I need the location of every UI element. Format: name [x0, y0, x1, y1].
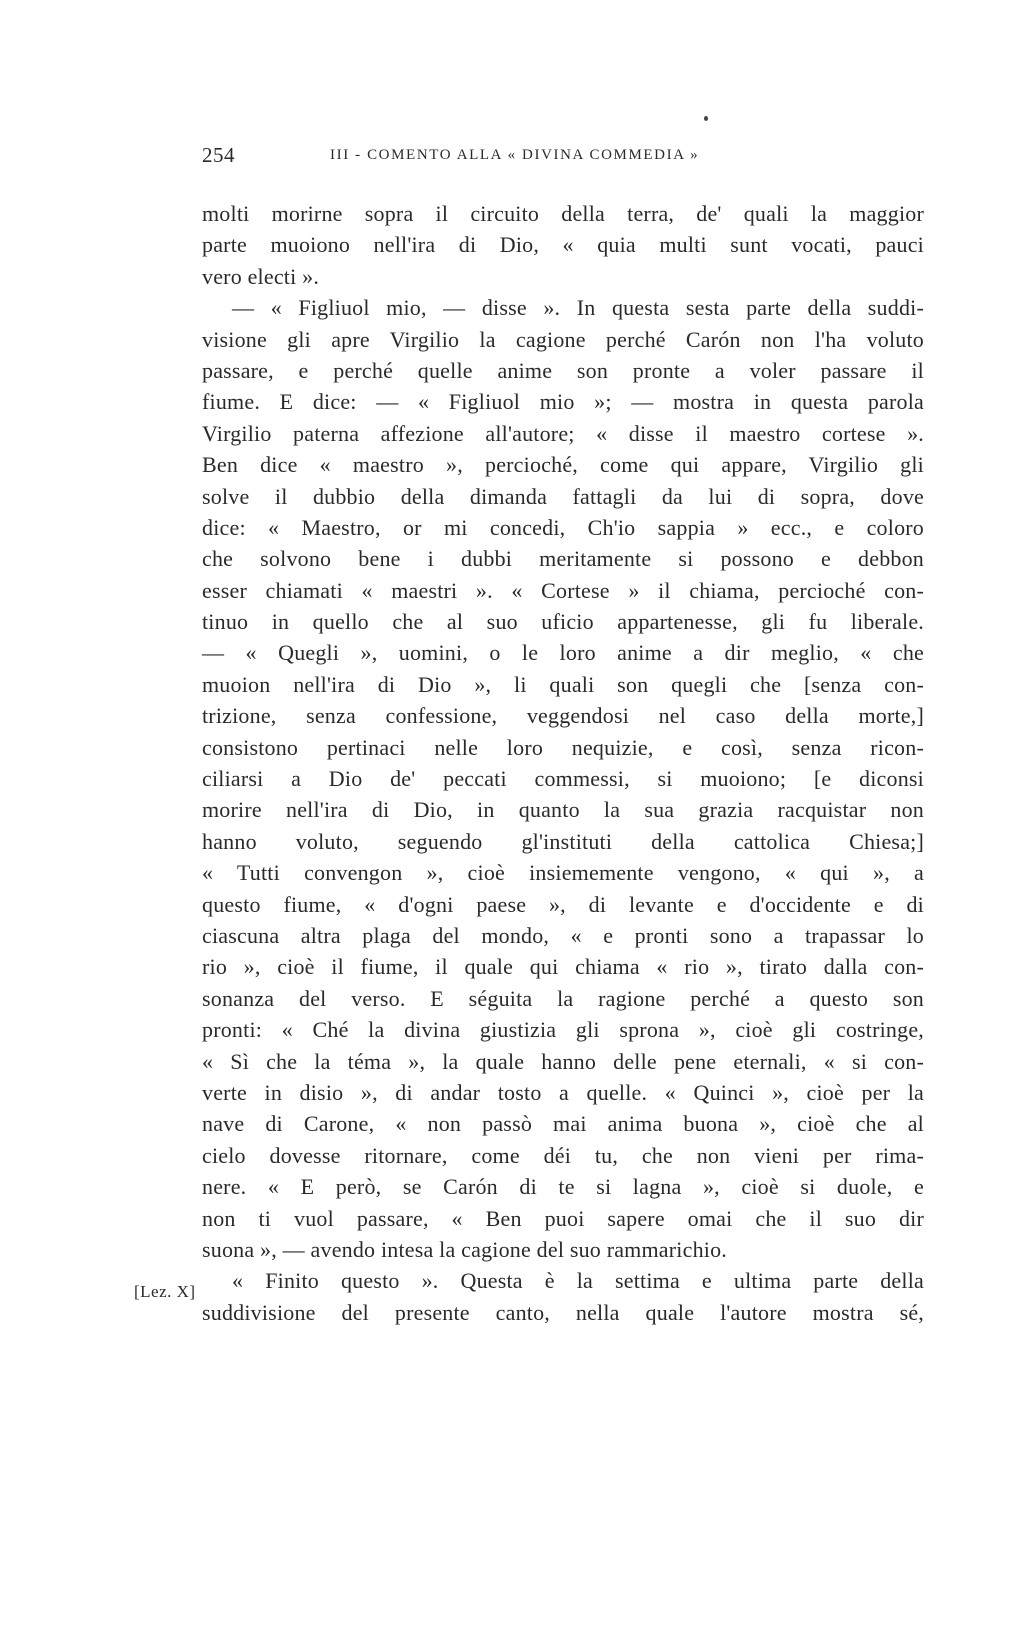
- body-text: [202, 198, 924, 1328]
- text-line: rio », cioè il fiume, il quale qui chiama « rio », tirato dalla con-: [202, 954, 924, 980]
- text-line: solve il dubbio della dimanda fattagli da lui di sopra, dove: [202, 483, 924, 509]
- text-line: trizione, senza confessione, veggendosi nel caso della morte,]: [202, 703, 924, 729]
- text-line: — « Quegli », uomini, o le loro anime a dir meglio, « che: [202, 640, 924, 666]
- text-line: dice: « Maestro, or mi concedi, Ch'io sappia » ecc., e coloro: [202, 514, 924, 540]
- text-line: cielo dovesse ritornare, come déi tu, che non vieni per rima-: [202, 1142, 924, 1168]
- page-number: 254: [202, 143, 235, 167]
- text-line: visione gli apre Virgilio la cagione perché Carón non l'ha voluto: [202, 326, 924, 352]
- text-line: esser chiamati « maestri ». « Cortese » il chiama, percioché con-: [202, 577, 924, 603]
- text-line: passare, e perché quelle anime son pronte a voler passare il: [202, 357, 924, 383]
- text-line: nere. « E però, se Carón di te si lagna », cioè si duole, e: [202, 1174, 924, 1200]
- text-line: suona », — avendo intesa la cagione del suo rammarichio.: [202, 1236, 727, 1262]
- text-line: muoion nell'ira di Dio », li quali son quegli che [senza con-: [202, 671, 924, 697]
- text-line: sonanza del verso. E séguita la ragione perché a questo son: [202, 985, 924, 1011]
- text-line: fiume. E dice: — « Figliuol mio »; — mostra in questa parola: [202, 389, 924, 415]
- text-line: parte muoiono nell'ira di Dio, « quia multi sunt vocati, pauci: [202, 232, 924, 258]
- text-line: — « Figliuol mio, — disse ». In questa sesta parte della suddi-: [232, 295, 924, 321]
- text-line: pronti: « Ché la divina giustizia gli sprona », cioè gli costringe,: [202, 1017, 924, 1043]
- text-line: tinuo in quello che al suo uficio appartenesse, gli fu liberale.: [202, 609, 924, 635]
- text-line: hanno voluto, seguendo gl'instituti della cattolica Chiesa;]: [202, 828, 924, 854]
- text-line: « Finito questo ». Questa è la settima e ultima parte della: [232, 1268, 924, 1294]
- text-line: suddivisione del presente canto, nella quale l'autore mostra sé,: [202, 1299, 924, 1325]
- text-line: nave di Carone, « non passò mai anima buona », cioè che al: [202, 1111, 924, 1137]
- text-line: verte in disio », di andar tosto a quelle. « Quinci », cioè per la: [202, 1079, 924, 1105]
- text-line: « Sì che la téma », la quale hanno delle pene eternali, « si con-: [202, 1048, 924, 1074]
- printed-dot-mark: [704, 116, 708, 121]
- text-line: Virgilio paterna affezione all'autore; « disse il maestro cortese ».: [202, 420, 924, 446]
- text-line: vero electi ».: [202, 263, 320, 289]
- margin-note: [Lez. X]: [134, 1282, 196, 1301]
- text-line: questo fiume, « d'ogni paese », di levante e d'occidente e di: [202, 891, 924, 917]
- text-line: Ben dice « maestro », percioché, come qui appare, Virgilio gli: [202, 452, 924, 478]
- text-line: ciliarsi a Dio de' peccati commessi, si muoiono; [e diconsi: [202, 766, 924, 792]
- text-line: che solvono bene i dubbi meritamente si possono e debbon: [202, 546, 924, 572]
- text-line: consistono pertinaci nelle loro nequizie, e così, senza ricon-: [202, 734, 924, 760]
- text-line: morire nell'ira di Dio, in quanto la sua grazia racquistar non: [202, 797, 924, 823]
- text-line: molti morirne sopra il circuito della terra, de' quali la maggior: [202, 201, 924, 226]
- text-line: non ti vuol passare, « Ben puoi sapere omai che il suo dir: [202, 1205, 924, 1231]
- text-line: « Tutti convengon », cioè insiememente vengono, « qui », a: [202, 860, 924, 886]
- text-line: ciascuna altra plaga del mondo, « e pronti sono a trapassar lo: [202, 922, 924, 948]
- running-title: III - COMENTO ALLA « DIVINA COMMEDIA »: [330, 147, 700, 163]
